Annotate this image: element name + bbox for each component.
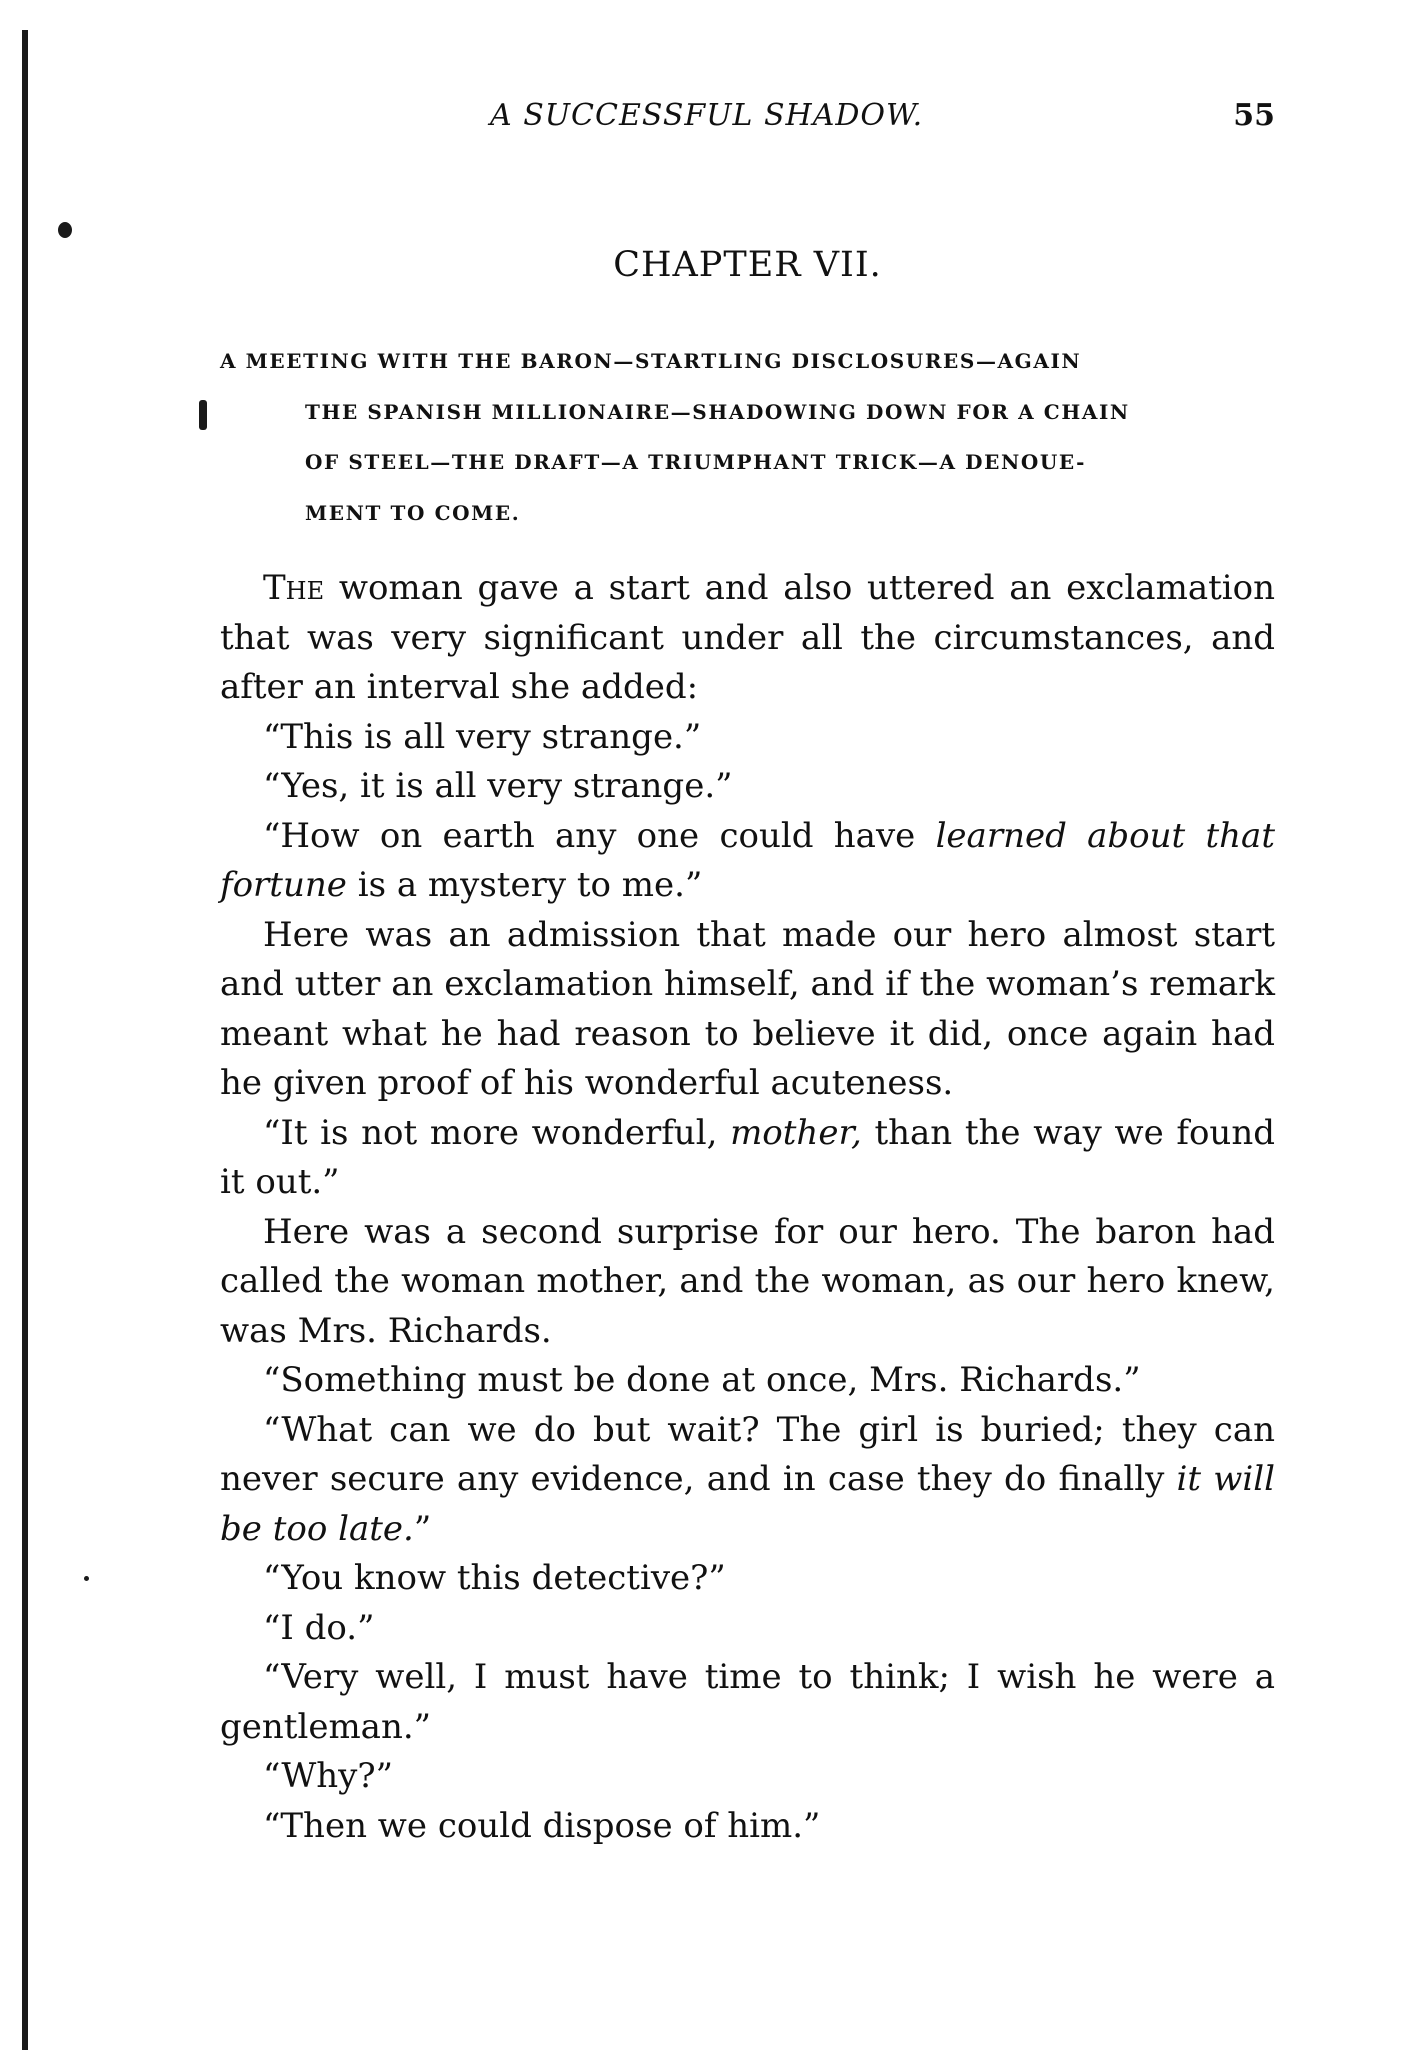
synopsis-line: THE SPANISH MILLIONAIRE—SHADOWING DOWN FOR A CHAIN <box>305 399 1130 424</box>
paragraph-text: “It is not more wonderful, <box>263 1112 731 1153</box>
paragraph-lead-word: The <box>263 568 325 608</box>
paragraph <box>220 564 1275 713</box>
paragraph: “Then we could dispose of him.” <box>263 1805 821 1846</box>
paragraph: Here was a second surprise for our hero. The baron had called the woman mother, and the woman, as our hero knew, was Mrs. Richards. <box>220 1211 1275 1351</box>
synopsis-line: MENT TO COME. <box>305 500 521 525</box>
paragraph-text: woman gave a start and also uttered an exclamation that was very significant under all the circumstances, and after an interval she added: <box>220 568 1275 707</box>
running-head <box>220 98 1275 142</box>
emphasis-text: mother, <box>730 1112 862 1153</box>
paragraph-text: is a mystery to me.” <box>346 865 703 905</box>
paragraph-text: ” <box>413 1508 432 1549</box>
paragraph: “You know this detective?” <box>263 1558 726 1598</box>
page-number: 55 <box>1233 98 1275 133</box>
paragraph-text: than the way we found it out.” <box>220 1112 1275 1202</box>
body-text <box>220 564 1275 1851</box>
paragraph: Here was an admission that made our hero almost start and utter an exclamation himself, and if the woman’s remark meant what he had reason to believe it did, once again had he given proof of his wonderful acuteness. <box>220 914 1275 1103</box>
paragraph: “Yes, it is all very strange.” <box>263 766 733 806</box>
paragraph: “I do.” <box>263 1607 375 1648</box>
chapter-title: CHAPTER VII. <box>613 245 882 285</box>
paragraph: “Why?” <box>263 1756 393 1796</box>
paragraph <box>220 1406 1275 1555</box>
chapter-synopsis <box>220 336 1275 538</box>
emphasis-text: it will be too late. <box>220 1459 1275 1549</box>
paragraph: “Very well, I must have time to think; I wish he were a gentleman.” <box>220 1657 1275 1747</box>
synopsis-line: A MEETING WITH THE BARON—STARTLING DISCLOSURES—AGAIN <box>220 349 1082 373</box>
page-gutter-edge <box>22 30 28 2050</box>
paragraph: “Something must be done at once, Mrs. Richards.” <box>263 1360 1141 1400</box>
paragraph <box>220 812 1275 911</box>
running-title: A SUCCESSFUL SHADOW. <box>490 98 924 133</box>
ink-blot <box>84 1576 89 1581</box>
synopsis-line: OF STEEL—THE DRAFT—A TRIUMPHANT TRICK—A DENOUE- <box>305 450 1087 474</box>
paragraph-text: “How on earth any one could have <box>263 815 936 856</box>
ink-blot <box>58 222 72 238</box>
paragraph: “This is all very strange.” <box>263 716 702 757</box>
emphasis-text: learned about that fortune <box>220 815 1275 905</box>
paragraph-text: “What can we do but wait? The girl is buried; they can never secure any evidence, and in case they do finally <box>220 1409 1275 1499</box>
paragraph <box>220 1109 1275 1208</box>
ink-blot <box>199 400 207 430</box>
